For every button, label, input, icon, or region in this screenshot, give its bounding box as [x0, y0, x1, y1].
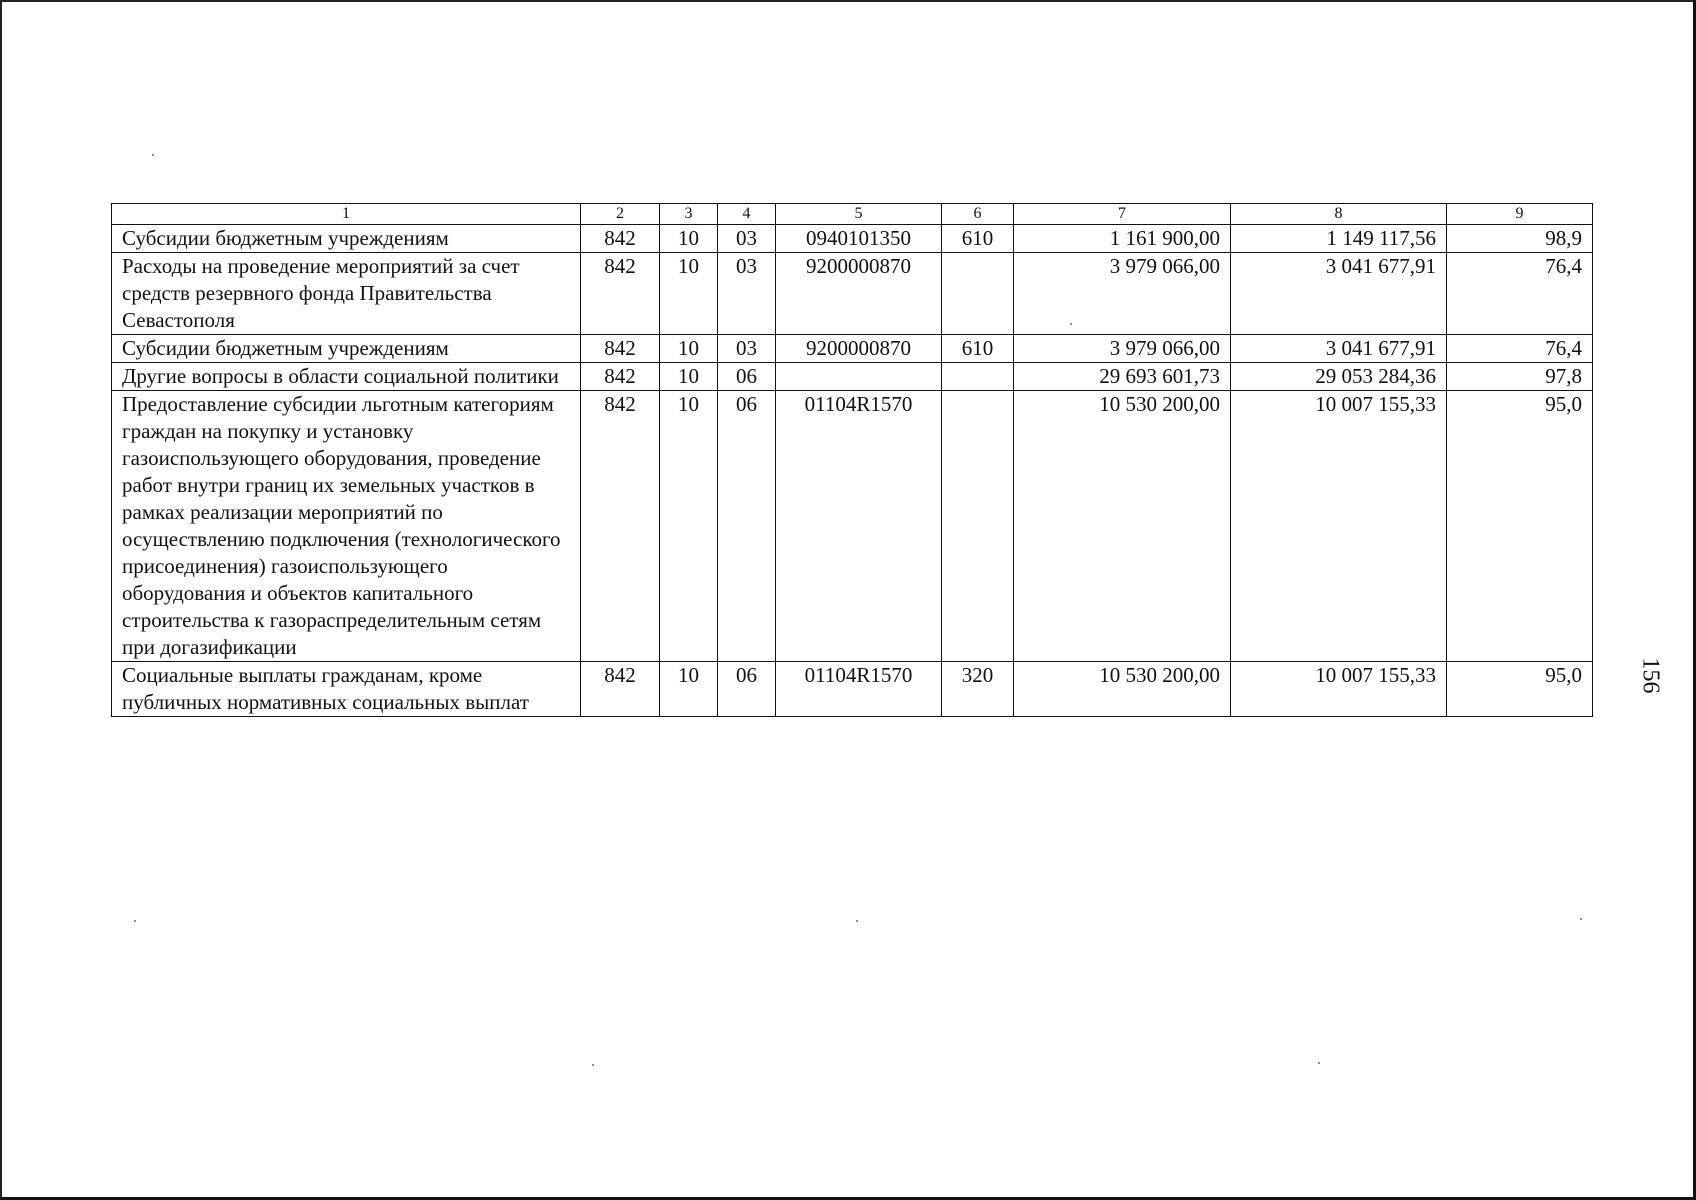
expense-type-cell	[942, 253, 1014, 335]
planned-amount-cell: 10 530 200,00	[1014, 391, 1231, 662]
table-row	[112, 225, 1593, 253]
department-code-cell: 842	[581, 335, 660, 363]
scan-speck	[592, 1064, 594, 1066]
scan-speck	[1070, 323, 1072, 325]
execution-percent-cell: 95,0	[1447, 662, 1593, 717]
table-row	[112, 335, 1593, 363]
department-code-cell: 842	[581, 253, 660, 335]
column-header: 6	[942, 204, 1014, 225]
execution-percent-cell: 76,4	[1447, 335, 1593, 363]
subsection-code-cell: 03	[718, 253, 776, 335]
section-code-cell: 10	[660, 363, 718, 391]
column-header: 1	[112, 204, 581, 225]
planned-amount-cell: 29 693 601,73	[1014, 363, 1231, 391]
department-code-cell: 842	[581, 391, 660, 662]
column-header: 7	[1014, 204, 1231, 225]
page-number: 156	[1637, 657, 1664, 694]
column-header: 2	[581, 204, 660, 225]
execution-percent-cell: 95,0	[1447, 391, 1593, 662]
department-code-cell: 842	[581, 363, 660, 391]
expense-name-cell: Расходы на проведение мероприятий за счет средств резервного фонда Правительства Севастополя	[112, 253, 581, 335]
target-article-cell	[776, 363, 942, 391]
actual-amount-cell: 1 149 117,56	[1231, 225, 1447, 253]
table-row	[112, 391, 1593, 662]
planned-amount-cell: 10 530 200,00	[1014, 662, 1231, 717]
column-header: 8	[1231, 204, 1447, 225]
actual-amount-cell: 29 053 284,36	[1231, 363, 1447, 391]
table-row	[112, 363, 1593, 391]
expense-type-cell	[942, 391, 1014, 662]
actual-amount-cell: 10 007 155,33	[1231, 662, 1447, 717]
section-code-cell: 10	[660, 225, 718, 253]
execution-percent-cell: 76,4	[1447, 253, 1593, 335]
column-header: 5	[776, 204, 942, 225]
execution-percent-cell: 98,9	[1447, 225, 1593, 253]
section-code-cell: 10	[660, 253, 718, 335]
expense-type-cell: 320	[942, 662, 1014, 717]
expense-type-cell	[942, 363, 1014, 391]
execution-percent-cell: 97,8	[1447, 363, 1593, 391]
department-code-cell: 842	[581, 662, 660, 717]
expense-name-cell: Субсидии бюджетным учреждениям	[112, 335, 581, 363]
subsection-code-cell: 03	[718, 225, 776, 253]
subsection-code-cell: 06	[718, 363, 776, 391]
expense-name-cell: Предоставление субсидии льготным категориям граждан на покупку и установку газоиспользующего оборудования, проведение работ внутри границ их земельных участков в рамках реализации мероприятий по осуществлению подключения (технологического присоединения) газоиспользующего оборудования и объектов капитального строительства к газораспределительным сетям при догазификации	[112, 391, 581, 662]
planned-amount-cell: 1 161 900,00	[1014, 225, 1231, 253]
section-code-cell: 10	[660, 391, 718, 662]
column-header: 3	[660, 204, 718, 225]
department-code-cell: 842	[581, 225, 660, 253]
section-code-cell: 10	[660, 335, 718, 363]
expense-name-cell: Социальные выплаты гражданам, кроме публичных нормативных социальных выплат	[112, 662, 581, 717]
section-code-cell: 10	[660, 662, 718, 717]
scan-speck	[134, 920, 136, 922]
subsection-code-cell: 03	[718, 335, 776, 363]
actual-amount-cell: 3 041 677,91	[1231, 253, 1447, 335]
subsection-code-cell: 06	[718, 662, 776, 717]
target-article-cell: 0940101350	[776, 225, 942, 253]
column-header: 4	[718, 204, 776, 225]
subsection-code-cell: 06	[718, 391, 776, 662]
target-article-cell: 9200000870	[776, 253, 942, 335]
scan-speck	[856, 920, 858, 922]
target-article-cell: 01104R1570	[776, 662, 942, 717]
expense-type-cell: 610	[942, 225, 1014, 253]
actual-amount-cell: 10 007 155,33	[1231, 391, 1447, 662]
expense-name-cell: Субсидии бюджетным учреждениям	[112, 225, 581, 253]
actual-amount-cell: 3 041 677,91	[1231, 335, 1447, 363]
scan-speck	[152, 154, 154, 156]
column-header: 9	[1447, 204, 1593, 225]
expense-name-cell: Другие вопросы в области социальной политики	[112, 363, 581, 391]
target-article-cell: 01104R1570	[776, 391, 942, 662]
planned-amount-cell: 3 979 066,00	[1014, 253, 1231, 335]
planned-amount-cell: 3 979 066,00	[1014, 335, 1231, 363]
scan-speck	[1318, 1062, 1320, 1064]
target-article-cell: 9200000870	[776, 335, 942, 363]
scan-speck	[1580, 918, 1582, 920]
expense-type-cell: 610	[942, 335, 1014, 363]
table-row	[112, 662, 1593, 717]
budget-table	[111, 203, 1593, 717]
table-row	[112, 253, 1593, 335]
column-number-row	[112, 204, 1593, 225]
